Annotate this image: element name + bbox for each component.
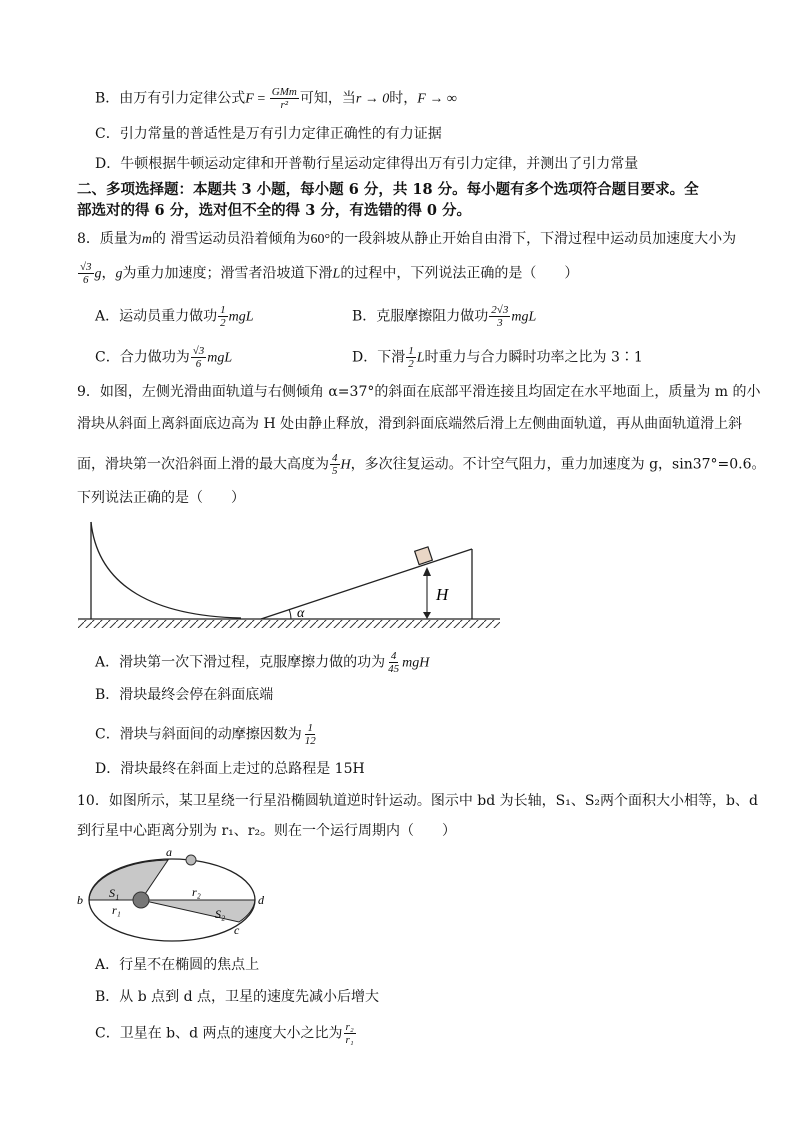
fraction: $\frac{4}{5}$ xyxy=(332,452,338,477)
height-label: H xyxy=(436,585,449,604)
area-s1 xyxy=(89,860,168,900)
q10-option-c: C．卫星在 b、d 两点的速度大小之比为 $\frac{\text{r₂}}{\text{r₁}}$ xyxy=(95,1021,354,1046)
fraction: $\frac{√3}{6}$ xyxy=(80,261,92,286)
curved-track xyxy=(91,522,241,618)
q8-stem: 8．质量为m的 滑雪运动员沿着倾角为60°的一段斜坡从静止开始自由滑下，下滑过程中运动员加速度大小为 xyxy=(77,231,737,247)
section-heading: 二、多项选择题：本题共 3 小题，每小题 6 分，共 18 分。每小题有多个选项符合题目要求。全 xyxy=(77,181,699,198)
q7-option-c: C．引力常量的普适性是万有引力定律正确性的有力证据 xyxy=(95,126,442,142)
q9-option-b: B．滑块最终会停在斜面底端 xyxy=(95,687,274,703)
q9-option-a: A．滑块第一次下滑过程，克服摩擦力做的功为 $\frac{4}{45}$ mgH xyxy=(95,650,430,675)
fraction: $\frac{1}{2}$ xyxy=(408,345,414,370)
q9-option-c: C．滑块与斜面间的动摩擦因数为 $\frac{1}{12}$ xyxy=(95,722,316,747)
q9-option-d: D．滑块最终在斜面上走过的总路程是 15H xyxy=(95,761,365,777)
area-s1-label: S₁ xyxy=(109,886,120,900)
angle-arc xyxy=(289,609,291,619)
fraction: $\frac{\text{r₂}}{\text{r₁}}$ xyxy=(345,1021,354,1046)
q9-stem: 9．如图，左侧光滑曲面轨道与右侧倾角 α=37°的斜面在底部平滑连接且均固定在水平地面上，质量为 m 的小 xyxy=(77,384,761,400)
fraction: $\frac{4}{45}$ xyxy=(388,650,400,675)
fraction: $\frac{1}{2}$ xyxy=(220,304,226,329)
point-a-label: a xyxy=(166,845,172,859)
planet xyxy=(133,892,149,908)
area-s2 xyxy=(141,900,255,922)
q10-stem-2: 到行星中心距离分别为 r₁、r₂。则在一个运行周期内（ ） xyxy=(77,823,457,839)
q9-stem-2: 滑块从斜面上离斜面底边高为 H 处由静止释放，滑到斜面底端然后滑上左侧曲面轨道，再从曲面轨道滑上斜 xyxy=(77,416,743,432)
q10-option-b: B．从 b 点到 d 点，卫星的速度先减小后增大 xyxy=(95,989,380,1005)
q8-stem-cont: $\frac{√3}{6}$ g，g为重力加速度；滑雪者沿坡道下滑L的过程中，下列说法正确的是（ ） xyxy=(80,261,579,286)
point-d-label: d xyxy=(258,893,264,907)
q8-option-c: C．合力做功为 $\frac{√3}{6}$ mgL xyxy=(95,345,233,370)
q9-stem-3: 面，滑块第一次沿斜面上滑的最大高度为 $\frac{4}{5}$ H，多次往复运动。不计空气阻力，重力加速度为 g，sin37°=0.6。 xyxy=(77,452,766,477)
point-b-label: b xyxy=(77,893,83,907)
q8-option-b: B．克服摩擦阻力做功 $\frac{2√3}{3}$ mgL xyxy=(352,304,537,329)
slider-block xyxy=(415,547,433,565)
q7-option-d: D．牛顿根据牛顿运动定律和开普勒行星运动定律得出万有引力定律，并测出了引力常量 xyxy=(95,156,639,172)
ground-hatch xyxy=(78,620,500,628)
q10-orbit-figure xyxy=(72,842,272,947)
q8-option-d: D．下滑 $\frac{1}{2}$ L时重力与合力瞬时功率之比为 3∶1 xyxy=(352,345,643,370)
q10-stem: 10．如图所示，某卫星绕一行星沿椭圆轨道逆时针运动。图示中 bd 为长轴，S₁、S₂两个面积大小相等，b、d xyxy=(77,793,758,809)
r1-label: r₁ xyxy=(112,903,121,917)
point-c-label: c xyxy=(234,923,240,937)
q7-option-b: B．由万有引力定律公式F = $\frac{\text{GMm}}{\text{r²}}$ 可知，当r → 0时，F → ∞ xyxy=(95,86,457,111)
area-s2-label: S₂ xyxy=(215,907,226,921)
angle-label: α xyxy=(297,606,305,621)
incline-surface xyxy=(261,549,472,619)
r2-label: r₂ xyxy=(192,885,201,899)
fraction: $\frac{1}{12}$ xyxy=(304,722,316,747)
section-heading-cont: 部选对的得 6 分，选对但不全的得 3 分，有选错的得 0 分。 xyxy=(77,202,472,219)
fraction: $\frac{2√3}{3}$ xyxy=(491,304,509,329)
satellite xyxy=(186,855,196,865)
q9-incline-figure xyxy=(76,518,506,633)
fraction: $\frac{\text{GMm}}{\text{r²}}$ xyxy=(271,86,297,111)
fraction: $\frac{√3}{6}$ xyxy=(192,345,205,370)
q9-stem-4: 下列说法正确的是（ ） xyxy=(77,490,245,506)
q10-option-a: A．行星不在椭圆的焦点上 xyxy=(95,957,260,973)
q8-option-a: A．运动员重力做功 $\frac{1}{2}$ mgL xyxy=(95,304,254,329)
